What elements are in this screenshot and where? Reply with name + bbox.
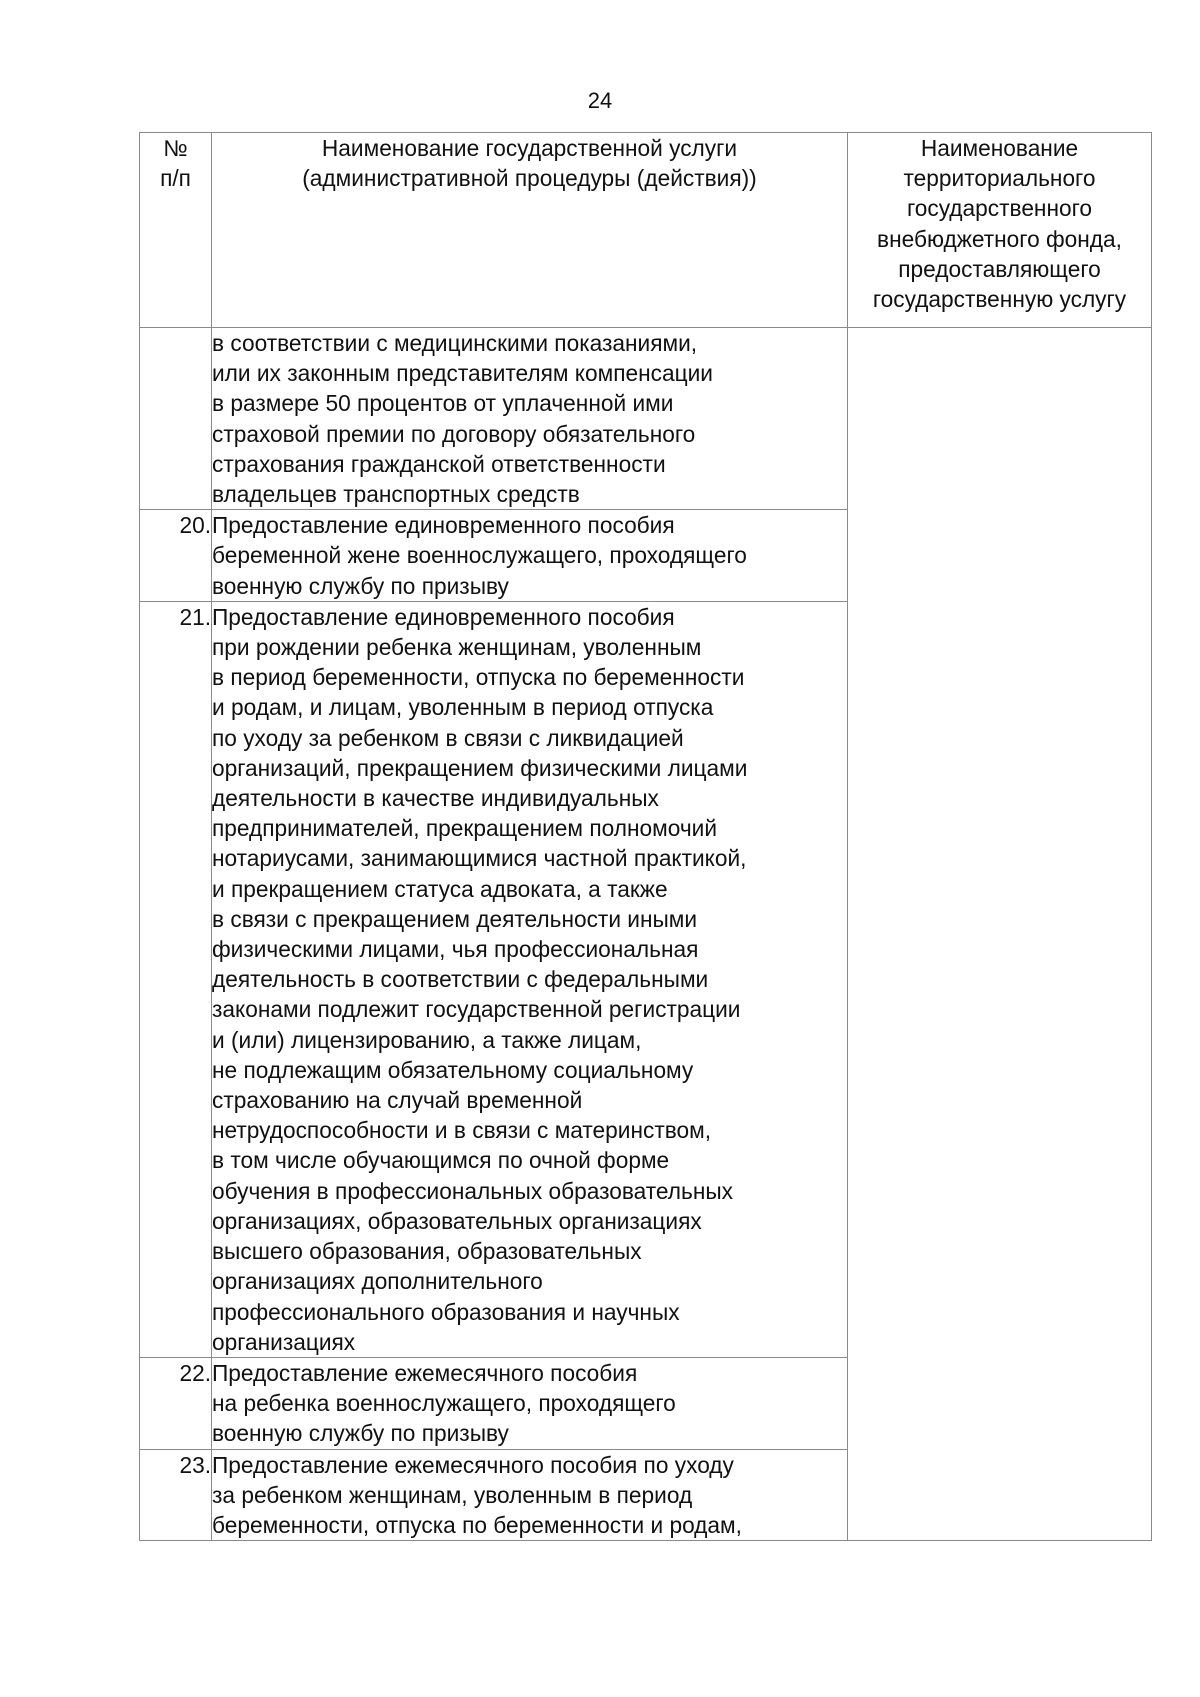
service-name-line: профессионального образования и научных xyxy=(212,1298,680,1325)
table-header-row xyxy=(140,133,1152,328)
table-body xyxy=(140,328,1152,1541)
service-name-line: организациях дополнительного xyxy=(212,1268,543,1295)
row-number: 23. xyxy=(140,1449,212,1541)
row-service-name xyxy=(212,1357,848,1449)
service-name-line: высшего образования, образовательных xyxy=(212,1238,642,1265)
service-name-line: организациях xyxy=(212,1328,356,1355)
header-number-column xyxy=(140,133,212,328)
service-name-line: не подлежащим обязательному социальному xyxy=(212,1056,694,1083)
header-fund-name-column xyxy=(848,133,1152,328)
service-name-line: по уходу за ребенком в связи с ликвидацией xyxy=(212,724,684,751)
service-name-line: законами подлежит государственной регистрации xyxy=(212,996,741,1023)
service-name-line: Предоставление единовременного пособия xyxy=(212,603,675,630)
header-fund-name-line: территориального xyxy=(903,165,1096,192)
service-name-line: Предоставление единовременного пособия xyxy=(212,512,675,539)
header-fund-name-line: государственную услугу xyxy=(872,286,1127,313)
service-name-line: обучения в профессиональных образовательных xyxy=(212,1177,734,1204)
service-name-line: в соответствии с медицинскими показаниями, xyxy=(212,330,698,356)
header-number-line: п/п xyxy=(160,165,191,192)
header-fund-name-line: Наименование xyxy=(920,135,1079,161)
service-name-line: организаций, прекращением физическими лицами xyxy=(212,754,748,781)
header-number-line: № xyxy=(163,135,188,161)
table-row xyxy=(140,328,1152,510)
service-name-line: страховой премии по договору обязательного xyxy=(212,420,696,447)
service-name-line: нотариусами, занимающимися частной практикой, xyxy=(212,845,747,872)
service-name-line: страхованию на случай временной xyxy=(212,1087,583,1114)
service-name-line: Предоставление ежемесячного пособия по уходу xyxy=(212,1451,734,1478)
service-name-line: в период беременности, отпуска по беременности xyxy=(212,664,745,691)
header-fund-name-line: внебюджетного фонда, xyxy=(877,225,1122,252)
row-number: 20. xyxy=(140,510,212,602)
service-name-line: военную службу по призыву xyxy=(212,572,509,599)
header-service-name-line: (административной процедуры (действия)) xyxy=(302,165,757,192)
service-name-line: на ребенка военнослужащего, проходящего xyxy=(212,1390,676,1417)
row-number: 21. xyxy=(140,601,212,1357)
service-name-line: беременной жене военнослужащего, проходящего xyxy=(212,542,747,569)
service-name-line: в размере 50 процентов от уплаченной ими xyxy=(212,390,674,417)
service-name-line: физическими лицами, чья профессиональная xyxy=(212,936,699,963)
row-service-name xyxy=(212,601,848,1357)
service-name-line: в связи с прекращением деятельности иными xyxy=(212,905,698,932)
header-service-name-column xyxy=(212,133,848,328)
service-name-line: владельцев транспортных средств xyxy=(212,481,580,508)
fund-name-cell xyxy=(848,328,1152,1541)
service-name-line: за ребенком женщинам, уволенным в период xyxy=(212,1481,693,1508)
service-name-line: деятельность в соответствии с федеральными xyxy=(212,966,709,993)
service-name-line: в том числе обучающимся по очной форме xyxy=(212,1147,670,1174)
row-service-name xyxy=(212,1449,848,1541)
page-number: 24 xyxy=(587,88,613,113)
service-name-line: организациях, образовательных организациях xyxy=(212,1207,702,1234)
row-service-name xyxy=(212,510,848,602)
service-name-line: нетрудоспособности и в связи с материнством, xyxy=(212,1117,712,1144)
service-name-line: Предоставление ежемесячного пособия xyxy=(212,1359,638,1386)
service-name-line: или их законным представителям компенсации xyxy=(212,360,713,387)
services-table xyxy=(139,132,1152,1541)
header-fund-name-line: предоставляющего xyxy=(898,255,1101,282)
service-name-line: и (или) лицензированию, а также лицам, xyxy=(212,1026,642,1053)
header-fund-name-line: государственного xyxy=(906,195,1093,222)
service-name-line: и родам, и лицам, уволенным в период отпуска xyxy=(212,694,714,721)
service-name-line: деятельности в качестве индивидуальных xyxy=(212,785,659,812)
service-name-line: и прекращением статуса адвоката, а также xyxy=(212,875,668,902)
service-name-line: при рождении ребенка женщинам, уволенным xyxy=(212,634,702,661)
row-number: 22. xyxy=(140,1357,212,1449)
service-name-line: беременности, отпуска по беременности и родам, xyxy=(212,1511,742,1538)
row-service-name xyxy=(212,328,848,510)
service-name-line: военную службу по призыву xyxy=(212,1420,509,1447)
service-name-line: страхования гражданской ответственности xyxy=(212,450,666,477)
row-number xyxy=(140,328,212,510)
header-service-name-line: Наименование государственной услуги xyxy=(321,135,738,161)
service-name-line: предпринимателей, прекращением полномочий xyxy=(212,815,717,842)
